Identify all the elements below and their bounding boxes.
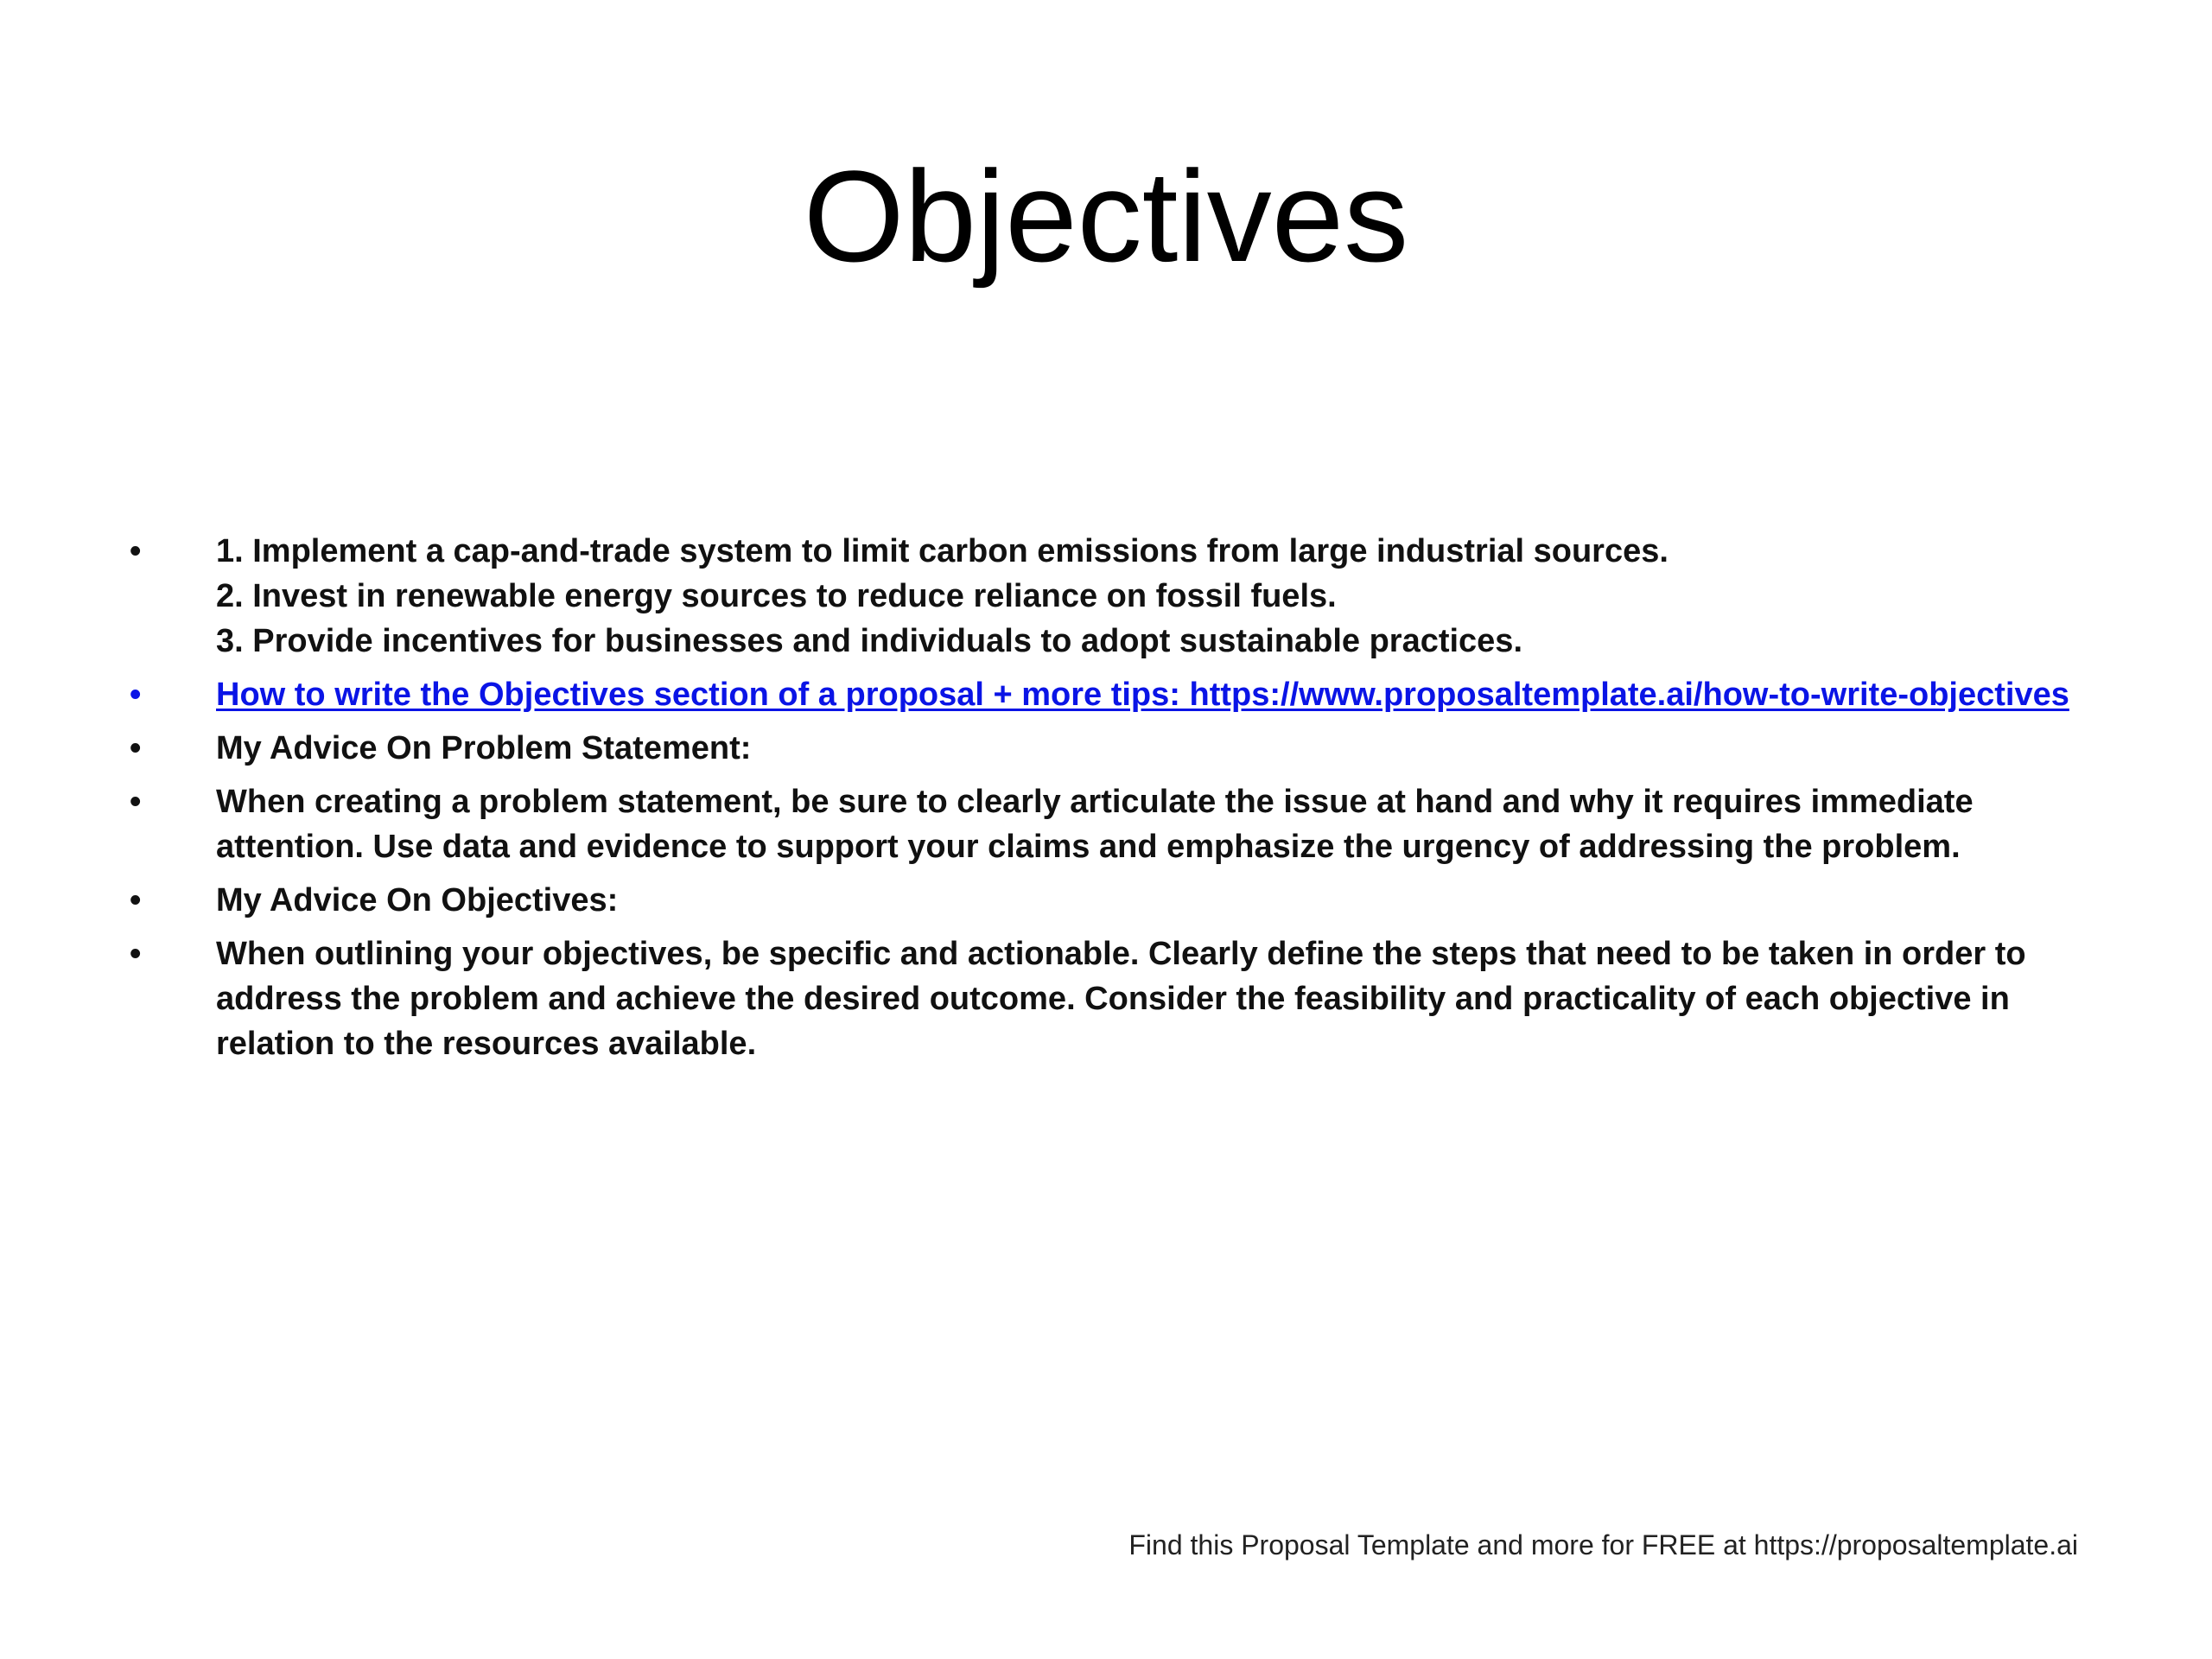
bullet-dot: • [130, 882, 142, 918]
problem-statement-advice: When creating a problem statement, be sure to clearly articulate the issue at hand and why it requires immediate attention. Use data and evidence to support your claims and emphasize the urgency of addressing the problem. [216, 784, 1974, 865]
bullet-problem-statement-advice [130, 779, 2117, 869]
objective-line-2: 2. Invest in renewable energy sources to reduce reliance on fossil fuels. [216, 578, 1337, 614]
bullet-objectives-advice [130, 931, 2117, 1066]
bullet-objectives-list [130, 529, 2117, 664]
bullet-dot: • [130, 677, 142, 713]
objectives-heading: My Advice On Objectives: [216, 882, 619, 918]
bullet-dot: • [130, 936, 142, 972]
bullet-dot: • [130, 533, 142, 569]
bullet-list [130, 529, 2117, 1075]
objectives-tips-link[interactable]: How to write the Objectives section of a proposal + more tips: https://www.proposaltemplate.ai/how-to-write-objectives [216, 677, 2069, 713]
objective-line-1: 1. Implement a cap-and-trade system to limit carbon emissions from large industrial sources. [216, 533, 1669, 569]
slide-title: Objectives [803, 143, 1409, 289]
bullet-dot: • [130, 784, 142, 820]
bullet-dot: • [130, 730, 142, 766]
bullet-objectives-heading [130, 878, 2117, 923]
footer-note: Find this Proposal Template and more for FREE at https://proposaltemplate.ai [1128, 1529, 2078, 1560]
bullet-problem-statement-heading [130, 726, 2117, 771]
bullet-link [130, 672, 2117, 717]
objective-line-3: 3. Provide incentives for businesses and individuals to adopt sustainable practices. [216, 623, 1523, 659]
objectives-advice: When outlining your objectives, be specific and actionable. Clearly define the steps that need to be taken in order to address the problem and achieve the desired outcome. Consider the feasibility and practicality of each objective in relation to the resources available. [216, 936, 2026, 1062]
problem-statement-heading: My Advice On Problem Statement: [216, 730, 752, 766]
